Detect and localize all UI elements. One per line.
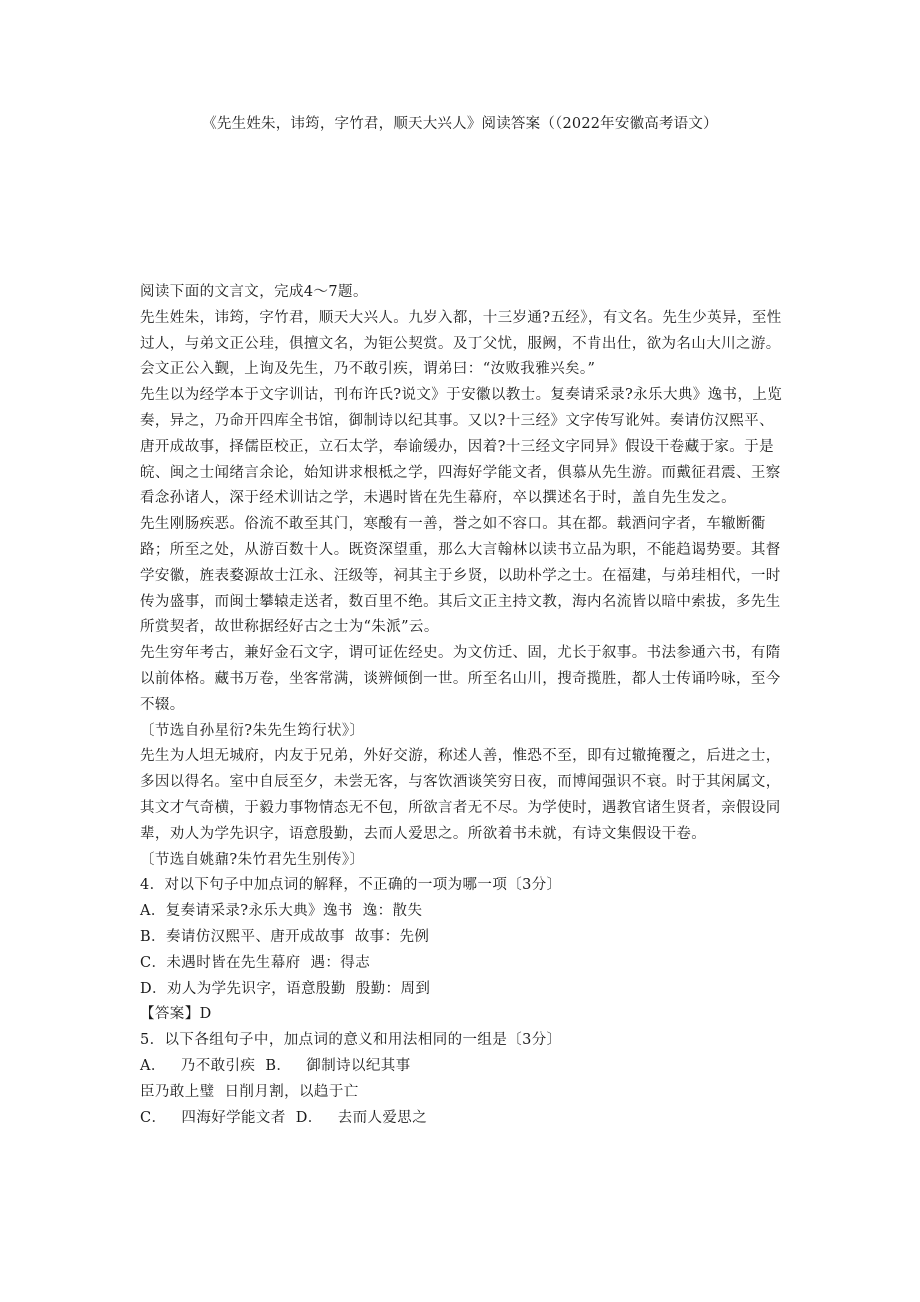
question-5-options-cd: C． 四海好学能文者 D． 去而人爱思之 bbox=[140, 1109, 428, 1126]
passage-2-paragraph: 先生为人坦无城府，内友于兄弟，外好交游，称述人善，惟恐不至，即有过辙掩覆之，后进之士，多因以得名。室中自辰至夕，未尝无客，与客饮酒谈笑穷日夜，而博闻强识不衰。时于其闲属文，其文才气奇横，于毅力事物情态无不包，所欲言者无不尽。为学使时，遇教官诸生贤者，亲假设同辈，劝人为学先识字，语意殷勤，去而人爱思之。所欲着书未就，有诗文集假设干卷。 bbox=[140, 748, 781, 842]
question-4-option-c: C．未遇时皆在先生幕府 遇：得志 bbox=[140, 954, 371, 971]
question-4-stem: 4．对以下句子中加点词的解释，不正确的一项为哪一项〔3分〕 bbox=[140, 877, 562, 894]
passage-1-source: 〔节选自孙星衍?朱先生筠行状》〕 bbox=[140, 722, 365, 739]
question-4-option-a: A．复奏请采录?永乐大典》逸书 逸：散失 bbox=[140, 903, 423, 920]
question-4-option-b: B．奏请仿汉熙平、唐开成故事 故事：先例 bbox=[140, 928, 430, 945]
question-5-stem: 5．以下各组句子中，加点词的意义和用法相同的一组是〔3分〕 bbox=[140, 1032, 562, 1049]
document-title: 《先生姓朱，讳筠，字竹君，顺天大兴人》阅读答案（（2022年安徽高考语文） bbox=[202, 116, 718, 132]
document-body bbox=[140, 280, 788, 1131]
passage-1-paragraph-1: 先生姓朱，讳筠，字竹君，顺天大兴人。九岁入都，十三岁通?五经》，有文名。先生少英异，至性过人，与弟文正公珪，俱擅文名，为钜公契赏。及丁父忧，服阙，不肯出仕，欲为名山大川之游。会文正公入觐，上询及先生，乃不敢引疾，谓弟曰：“汝败我雅兴矣。” bbox=[140, 309, 782, 378]
passage-1-paragraph-2: 先生以为经学本于文字训诂，刊布许氏?说文》于安徽以教士。复奏请采录?永乐大典》逸书，上览奏，异之，乃命开四库全书馆，御制诗以纪其事。又以?十三经》文字传写讹舛。奏请仿汉熙平、唐开成故事，择儒臣校正，立石太学，奉谕缓办，因着?十三经文字同异》假设干卷藏于家。于是皖、闽之士闻绪言余论，始知讲求根柢之学，四海好学能文者，俱慕从先生游。而戴征君震、王察看念孙诸人，深于经术训诂之学，未遇时皆在先生幕府，卒以撰述名于时，盖自先生发之。 bbox=[140, 387, 783, 507]
question-4-answer: 【答案】D bbox=[140, 1006, 212, 1023]
question-5-option-contrast: 臣乃敢上璧 日削月割，以趋于亡 bbox=[140, 1083, 359, 1100]
passage-2-source: 〔节选自姚鼐?朱竹君先生别传》〕 bbox=[140, 851, 365, 868]
passage-1-paragraph-3: 先生刚肠疾恶。俗流不敢至其门，寒酸有一善，誉之如不容口。其在都。载酒问字者，车辙断衢路；所至之处，从游百数十人。既资深望重，那么大言翰林以读书立品为职，不能趋谒势要。其督学安徽，旌表婺源故士江永、汪级等，祠其主于乡贤，以助朴学之士。在福建，与弟珪相代，一时传为盛事，而闽士攀辕走送者，数百里不绝。其后文正主持文教，海内名流皆以暗中索拔，多先生所赏契者，故世称据经好古之士为“朱派”云。 bbox=[140, 516, 781, 636]
question-4-option-d: D．劝人为学先识字，语意殷勤 殷勤：周到 bbox=[140, 980, 431, 997]
reading-instruction: 阅读下面的文言文，完成4～7题。 bbox=[140, 284, 368, 300]
passage-1-paragraph-4: 先生穷年考古，兼好金石文字，谓可证佐经史。为文仿迁、固，尤长于叙事。书法参通六书，有隋以前体格。藏书万卷，坐客常满，谈辨倾倒一世。所至名山川，搜奇揽胜，都人士传诵吟咏，至今不辍。 bbox=[140, 645, 781, 713]
question-5-options-ab: A． 乃不敢引疾 B． 御制诗以纪其事 bbox=[140, 1057, 411, 1074]
